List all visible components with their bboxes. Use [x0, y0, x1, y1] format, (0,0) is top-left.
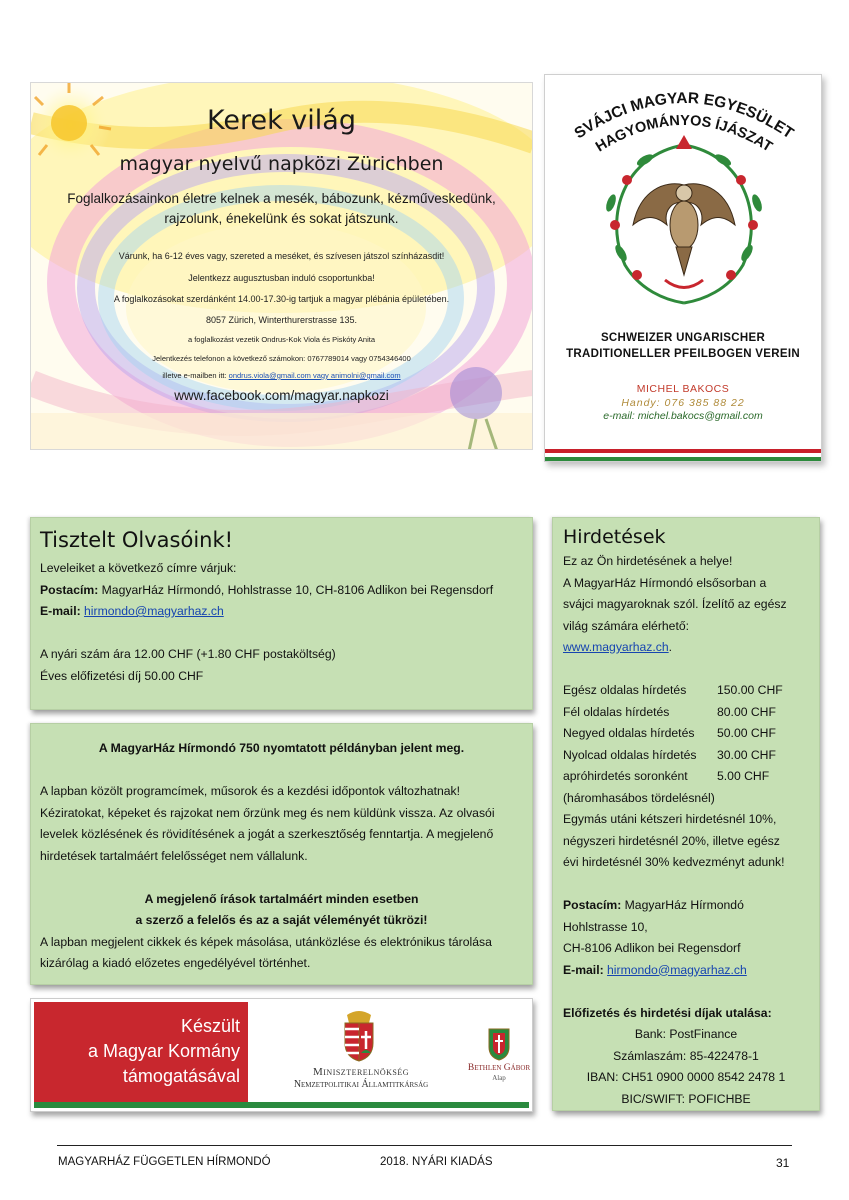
postal-label: Postacím:: [563, 898, 622, 912]
disclaimer-line: Kéziratokat, képeket és rajzokat nem őrzünk meg és nem küldünk vissza. Az olvasói: [40, 805, 495, 820]
footer-publication: MAGYARHÁZ FÜGGETLEN HÍRMONDÓ: [58, 1156, 271, 1168]
price-value: 30.00 CHF: [717, 747, 776, 762]
ad-pitch-line: Ez az Ön hirdetésének a helye!: [563, 554, 733, 568]
email-prefix: illetve e-mailben itt:: [162, 371, 229, 380]
ad-subtitle: magyar nyelvű napközi Zürichben: [119, 153, 444, 175]
archery-club-ad: [544, 74, 822, 462]
email-label: E-mail:: [563, 962, 604, 977]
price-value: 5.00 CHF: [717, 769, 770, 783]
club-name-arc: SVÁJCI MAGYAR EGYESÜLET: [571, 89, 797, 143]
ministry-department: Nemzetpolitikai Államtitkárság: [293, 1079, 429, 1090]
ad-email-link[interactable]: ondrus.viola@gmail.com vagy animolni@gmail.com: [228, 371, 401, 380]
page-number: 31: [776, 1156, 790, 1170]
price-label: Nyolcad oldalas hírdetés: [563, 747, 697, 762]
email-label: E-mail:: [40, 604, 81, 618]
price-value: 150.00 CHF: [717, 683, 783, 697]
issue-price: A nyári szám ára 12.00 CHF (+1.80 CHF postaköltség): [40, 647, 336, 661]
ad-intro: [51, 189, 512, 229]
bank-title: Előfizetés és hirdetési díjak utalása:: [563, 1005, 772, 1020]
disclaimer-line: levelek közlésének és rövidítésének a jogát a szerkesztőség fenntartja. A megjelenő: [40, 827, 494, 841]
advertising-title: Hirdetések: [563, 526, 666, 548]
price-row: [563, 723, 809, 745]
subscription-price: Éves előfizetési díj 50.00 CHF: [40, 668, 204, 683]
spacer: [563, 659, 809, 681]
hungarian-coat-of-arms-icon: [339, 1009, 379, 1063]
ad-email-line: [563, 960, 809, 982]
responsibility-line: a szerző a felelős és az a saját véleményét tükrözi!: [135, 913, 428, 927]
ministry-name: Miniszterelnökség: [312, 1066, 410, 1078]
intro-line: rajzolunk, énekelünk és sokat játszunk.: [164, 211, 399, 226]
spacer: [40, 623, 523, 645]
disclaimer-line: hirdetések tartalmáért felelősséget nem vállalunk.: [40, 848, 308, 863]
contact-name: MICHEL BAKOCS: [636, 383, 730, 395]
discount-line: évi hirdetésnél 30% kedvezményt adunk!: [563, 855, 785, 869]
postal-value: MagyarHáz Hírmondó, Hohlstrasse 10, CH-8106 Adlikon bei Regensdorf: [98, 582, 494, 597]
club-subtitle-arc: HAGYOMÁNYOS ÍJÁSZAT: [593, 112, 775, 156]
spacer: [563, 981, 809, 1003]
discount-line: Egymás utáni kétszeri hirdetésnél 10%,: [563, 812, 777, 826]
bethlen-gabor-shield-icon: [487, 1027, 511, 1061]
price-label: Negyed oldalas hírdetés: [563, 726, 695, 740]
price-row: [563, 766, 809, 788]
readers-notice-box: [30, 517, 533, 710]
postal-value: MagyarHáz Hírmondó: [621, 898, 744, 912]
price-row: [563, 745, 809, 767]
contact-phone: Handy: 076 385 88 22: [621, 397, 745, 409]
contact-email: e-mail: michel.bakocs@gmail.com: [603, 410, 763, 422]
footer-edition: 2018. NYÁRI KIADÁS: [380, 1156, 493, 1168]
price-label: Fél oldalas hírdetés: [563, 704, 670, 719]
ad-email-line: [41, 371, 522, 380]
ad-postal-street: Hohlstrasse 10,: [563, 919, 648, 934]
responsibility-line: A megjelenő írások tartalmáért minden esetben: [144, 891, 419, 906]
website-link[interactable]: www.magyarhaz.ch: [563, 640, 669, 654]
email-line: [40, 601, 523, 623]
publication-info-box: [30, 723, 533, 985]
ad-pitch-line: világ számára elérhető:: [563, 618, 689, 633]
ad-phone: Jelentkezés telefonon a következő számokon: 0767789014 vagy 0754346400: [152, 354, 411, 363]
print-run-heading: A MagyarHáz Hírmondó 750 nyomtatott példányban jelent meg.: [98, 741, 465, 755]
spacer: [563, 874, 809, 896]
sponsor-green-bar: [34, 1102, 529, 1108]
eagle-emblem-icon: [545, 75, 822, 325]
price-label: apróhirdetés soronként: [563, 769, 688, 783]
intro-line: Foglalkozásainkon életre kelnek a mesék, bábozunk, kézműveskedünk,: [67, 191, 496, 206]
kerek-vilag-ad: [30, 82, 533, 450]
copyright-line: kizárólag a kiadó előzetes engedélyével történhet.: [40, 956, 311, 970]
price-row: [563, 680, 809, 702]
sponsor-line: a Magyar Kormány: [87, 1041, 240, 1061]
price-value: 50.00 CHF: [717, 726, 776, 740]
price-label: Egész oldalas hírdetés: [563, 683, 687, 697]
ad-title: Kerek világ: [207, 105, 356, 136]
bank-line: IBAN: CH51 0900 0000 8542 2478 1: [586, 1070, 786, 1084]
hungarian-flag-stripe: [545, 449, 821, 461]
website-line: [563, 637, 809, 659]
sponsor-line: Készült: [180, 1016, 240, 1036]
ad-line: A foglalkozásokat szerdánként 14.00-17.30-ig tartjuk a magyar plébánia épületében.: [113, 294, 450, 304]
footer-divider: [57, 1145, 792, 1146]
discount-line: négyszeri hirdetésnél 20%, illetve egész: [563, 833, 780, 848]
ad-pitch-line: A MagyarHáz Hírmondó elsősorban a: [563, 575, 767, 590]
ad-pitch-line: svájci magyaroknak szól. Ízelítő az egész: [563, 597, 787, 611]
ad-line: Várunk, ha 6-12 éves vagy, szereted a meséket, és szívesen játszol színházasdit!: [118, 251, 445, 261]
email-link[interactable]: hirmondo@magyarhaz.ch: [607, 962, 747, 977]
sponsor-red-panel: [34, 1002, 248, 1102]
bank-line: Számlaszám: 85-422478-1: [613, 1048, 759, 1063]
price-value: 80.00 CHF: [717, 704, 776, 719]
bethlen-gabor-alap: Alap: [492, 1074, 506, 1082]
ad-address: 8057 Zürich, Winterthurerstrasse 135.: [205, 315, 358, 325]
sponsor-line: támogatásával: [122, 1066, 240, 1086]
government-sponsor-banner: [30, 998, 533, 1112]
email-link[interactable]: hirmondo@magyarhaz.ch: [84, 604, 224, 618]
website-suffix: .: [668, 640, 673, 654]
ad-postal-city: CH-8106 Adlikon bei Regensdorf: [563, 941, 741, 955]
price-row: [563, 702, 809, 724]
disclaimer-line: A lapban közölt programcímek, műsorok és a kezdési időpontok változhatnak!: [40, 784, 461, 798]
ad-price-list: [563, 680, 809, 788]
spacer: [40, 760, 523, 782]
postal-label: Postacím:: [40, 582, 99, 597]
copyright-line: A lapban megjelent cikkek és képek másolása, utánközlése és elektrónikus tárolása: [40, 934, 492, 949]
bethlen-gabor-name: Bethlen Gábor: [467, 1063, 531, 1073]
advertising-box: [552, 517, 820, 1111]
postal-address: [40, 580, 523, 602]
price-note: (háromhasábos tördelésnél): [563, 790, 715, 805]
ad-postal-line: [563, 895, 809, 917]
german-name-line-1: SCHWEIZER UNGARISCHER: [600, 332, 766, 344]
bank-line: Bank: PostFinance: [634, 1027, 738, 1041]
ad-line: Jelentkezz augusztusban induló csoportunkba!: [188, 273, 375, 283]
bank-line: BIC/SWIFT: POFICHBE: [621, 1091, 751, 1106]
spacer: [40, 867, 523, 889]
readers-title: Tisztelt Olvasóink!: [40, 528, 234, 552]
ad-leaders: a foglalkozást vezetik Ondrus-Kok Viola és Piskóty Anita: [187, 335, 376, 344]
facebook-link: www.facebook.com/magyar.napkozi: [174, 388, 389, 403]
german-name-line-2: TRADITIONELLER PFEILBOGEN VEREIN: [566, 348, 800, 360]
readers-intro: Leveleiket a következő címre várjuk:: [40, 561, 237, 575]
